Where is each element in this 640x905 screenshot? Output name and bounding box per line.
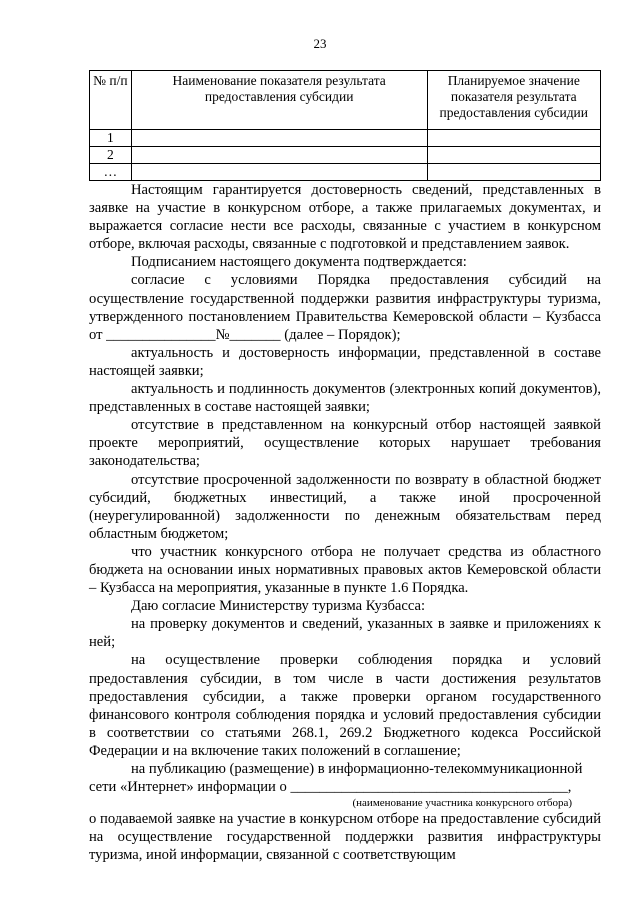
page-number: 23	[313, 36, 327, 51]
paragraph-no-other-funds: что участник конкурсного отбора не получает средства из областного бюджета на основании иных нормативных правовых актов Кемеровской области – Кузбасса на мероприятия, указанные в пункте 1.6 Порядка.	[89, 543, 601, 597]
table-cell-value	[427, 147, 601, 164]
subsidy-result-table	[89, 70, 601, 181]
header-number: № п/п	[90, 71, 132, 130]
paragraph-publication-line1: на публикацию (размещение) в информационно-телекоммуникационной	[131, 761, 583, 777]
table-cell-indicator	[131, 147, 427, 164]
paragraph-publication-continuation: о подаваемой заявке на участие в конкурсном отборе на предоставление субсидий на осуществление государственной поддержки развития инфраструктуры туризма, иной информации, связанной с соответствующим	[89, 811, 601, 864]
paragraph-guarantee: Настоящим гарантируется достоверность сведений, представленных в заявке на участие в конкурсном отборе, а также прилагаемых документах, и выражается согласие нести все расходы, связанные с участием в конкурсном отборе, включая расходы, связанные с подготовкой и представлением заявок.	[89, 182, 601, 253]
table-row	[90, 130, 601, 147]
header-planned-value: Планируемое значение показателя результата предоставления субсидии	[427, 71, 601, 130]
header-indicator-name: Наименование показателя результата предоставления субсидии	[131, 71, 427, 130]
participant-name-caption: (наименование участника конкурсного отбора)	[352, 797, 572, 810]
paragraph-publication-line2: сети «Интернет» информации о ______________________________________,	[89, 779, 572, 796]
paragraph-no-violations: отсутствие в представленном на конкурсный отбор настоящей заявкой проекте мероприятий, осуществление которых нарушает требования законодательства;	[89, 417, 601, 470]
paragraph-consent-ministry: Даю согласие Министерству туризма Кузбасса:	[131, 598, 426, 615]
table-cell-number: 2	[90, 147, 132, 164]
paragraph-documents-authenticity: актуальность и подлинность документов (электронных копий документов), представленных в составе настоящей заявки;	[89, 381, 601, 416]
table-row	[90, 164, 601, 181]
table-header-row	[90, 71, 601, 130]
paragraph-no-debt: отсутствие просроченной задолженности по возврату в областной бюджет субсидий, бюджетных инвестиций, а также иной просроченной (неурегулированной) задолженности по денежным обязательствам перед областным бюджетом;	[89, 471, 601, 542]
table-cell-number: …	[90, 164, 132, 181]
table-cell-number: 1	[90, 130, 132, 147]
paragraph-consent-check-docs: на проверку документов и сведений, указанных в заявке и приложениях к ней;	[89, 616, 601, 651]
table-cell-indicator	[131, 130, 427, 147]
table-row	[90, 147, 601, 164]
document-body	[89, 181, 601, 864]
paragraph-info-accuracy: актуальность и достоверность информации, представленной в составе настоящей заявки;	[89, 344, 601, 379]
paragraph-consent-audit: на осуществление проверки соблюдения порядка и условий предоставления субсидии, в том числе в части достижения результатов предоставления субсидии, а также проверки органом государственного финансового контроля соблюдения порядка и условий предоставления субсидии в соответствии со статьями 268.1, 269.2 Бюджетного кодекса Российской Федерации и на включение таких положений в соглашение;	[89, 652, 601, 759]
table-cell-value	[427, 164, 601, 181]
table-cell-value	[427, 130, 601, 147]
paragraph-consent-procedure: согласие с условиями Порядка предоставления субсидий на осуществление государственной поддержки развития инфраструктуры туризма, утвержденного постановлением Правительства Кемеровской области – Кузбасса от _______________№_______ (далее – Порядок);	[89, 272, 601, 343]
table-cell-indicator	[131, 164, 427, 181]
paragraph-confirmation-intro: Подписанием настоящего документа подтверждается:	[131, 254, 467, 271]
